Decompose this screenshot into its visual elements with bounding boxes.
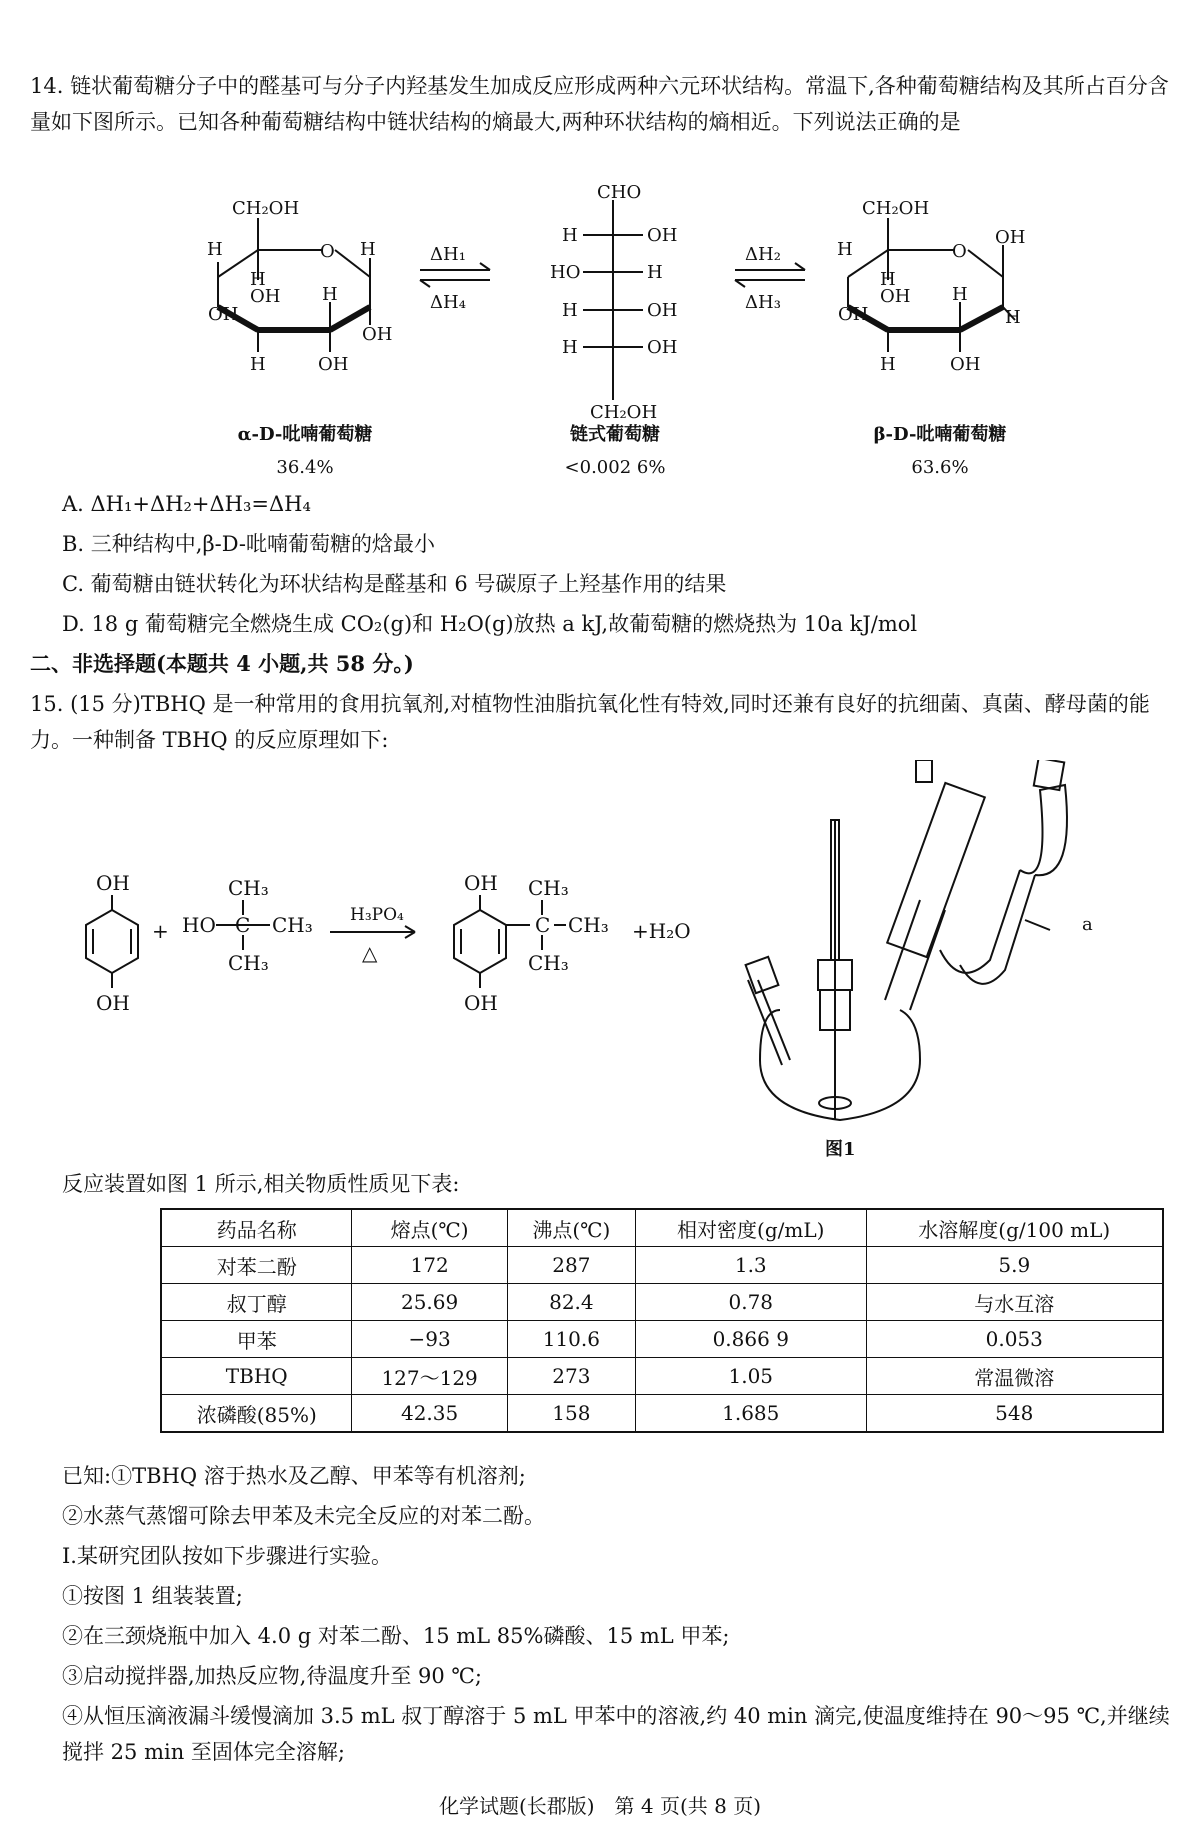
table-row [161, 1395, 1163, 1433]
beta-oh3: OH [838, 304, 869, 325]
alpha-h1: H [207, 239, 223, 260]
alpha-oh2: OH [208, 304, 239, 325]
step-3: ③启动搅拌器,加热反应物,待温度升至 90 ℃; [62, 1664, 482, 1688]
alpha-glucose-name: α-D-吡喃葡萄糖 [237, 424, 373, 445]
q14-option-b: B. 三种结构中,β-D-吡喃葡萄糖的焓最小 [62, 532, 436, 556]
heat-label: △ [362, 941, 378, 965]
chain-r1r: OH [647, 225, 678, 246]
table-row [161, 1321, 1163, 1358]
alpha-oh1: OH [250, 286, 281, 307]
cell: 1.3 [635, 1247, 866, 1284]
p-oh-top: OH [464, 871, 498, 895]
p-ch3-bottom: CH₃ [528, 951, 569, 975]
cell: 273 [507, 1358, 635, 1395]
beta-h4: H [1005, 307, 1021, 328]
q14-option-c: C. 葡萄糖由链状转化为环状结构是醛基和 6 号碳原子上羟基作用的结果 [62, 572, 727, 596]
r2-ho: HO [182, 913, 216, 937]
cell: 甲苯 [161, 1321, 352, 1358]
q14-option-d: D. 18 g 葡萄糖完全燃烧生成 CO₂(g)和 H₂O(g)放热 a kJ,故葡萄糖的燃烧热为 10a kJ/mol [62, 612, 918, 636]
section-2-heading: 二、非选择题(本题共 4 小题,共 58 分。) [30, 651, 414, 676]
water-product: +H₂O [632, 919, 691, 943]
beta-h2: H [880, 269, 896, 290]
p-c: C [535, 913, 551, 937]
cell: 1.685 [635, 1395, 866, 1433]
th-mp: 熔点(℃) [352, 1209, 507, 1247]
chain-r4r: OH [647, 337, 678, 358]
chain-r1l: H [562, 225, 578, 246]
apparatus-label-a: a [1082, 914, 1093, 935]
th-solubility: 水溶解度(g/100 mL) [866, 1209, 1163, 1247]
beta-h1: H [837, 239, 853, 260]
beta-glucose-name: β-D-吡喃葡萄糖 [873, 424, 1007, 445]
chain-cho: CHO [597, 182, 642, 203]
chain-glucose-name: 链式葡萄糖 [570, 424, 660, 445]
chain-r2r: H [647, 262, 663, 283]
step-4: ④从恒压滴液漏斗缓慢滴加 3.5 mL 叔丁醇溶于 5 mL 甲苯中的溶液,约 40 min 滴完,使温度维持在 90～95 ℃,并继续搅拌 25 min 至固体完全溶解; [62, 1704, 1170, 1764]
cell: 1.05 [635, 1358, 866, 1395]
cell: −93 [352, 1321, 507, 1358]
cell: 25.69 [352, 1284, 507, 1321]
part-1-heading: Ⅰ.某研究团队按如下步骤进行实验。 [62, 1544, 392, 1568]
r2-ch3-right: CH₃ [272, 913, 313, 937]
chain-r4l: H [562, 337, 578, 358]
alpha-oh4: OH [318, 354, 349, 375]
th-bp: 沸点(℃) [507, 1209, 635, 1247]
chain-ch2oh: CH₂OH [590, 402, 658, 423]
chain-r2l: HO [550, 262, 581, 283]
known-2: ②水蒸气蒸馏可除去甲苯及未完全反应的对苯二酚。 [62, 1504, 545, 1528]
q15-stem: 15. (15 分)TBHQ 是一种常用的食用抗氧剂,对植物性油脂抗氧化性有特效,同时还兼有良好的抗细菌、真菌、酵母菌的能力。一种制备 TBHQ 的反应原理如下: [30, 692, 1150, 752]
r2-c: C [235, 913, 251, 937]
beta-oh1: OH [995, 227, 1026, 248]
q14-stem: 14. 链状葡萄糖分子中的醛基可与分子内羟基发生加成反应形成两种六元环状结构。常温下,各种葡萄糖结构及其所占百分含量如下图所示。已知各种葡萄糖结构中链状结构的熵最大,两种环状结构的熵相近。下列说法正确的是 [30, 74, 1169, 134]
p-ch3-top: CH₃ [528, 876, 569, 900]
step-2: ②在三颈烧瓶中加入 4.0 g 对苯二酚、15 mL 85%磷酸、15 mL 甲苯; [62, 1624, 730, 1648]
beta-oh4: OH [950, 354, 981, 375]
cell: 浓磷酸(85%) [161, 1395, 352, 1433]
th-name: 药品名称 [161, 1209, 352, 1247]
cell: 对苯二酚 [161, 1247, 352, 1284]
alpha-h5: H [250, 354, 266, 375]
cell: 127～129 [352, 1358, 507, 1395]
alpha-o: O [320, 241, 335, 262]
table-row [161, 1358, 1163, 1395]
chain-r3r: OH [647, 300, 678, 321]
figure-1-caption: 图1 [825, 1139, 856, 1160]
alpha-glucose-percent: 36.4% [276, 457, 334, 478]
beta-h3: H [952, 284, 968, 305]
plus-sign-1: + [152, 919, 169, 943]
cell: 常温微溶 [866, 1358, 1163, 1395]
beta-oh2: OH [880, 286, 911, 307]
table-row [161, 1247, 1163, 1284]
cell: 0.053 [866, 1321, 1163, 1358]
cell: 548 [866, 1395, 1163, 1433]
cell: 0.78 [635, 1284, 866, 1321]
alpha-h3: H [250, 269, 266, 290]
alpha-h2: H [360, 239, 376, 260]
beta-glucose-percent: 63.6% [911, 457, 969, 478]
cell: 0.866 9 [635, 1321, 866, 1358]
r1-oh-top: OH [96, 871, 130, 895]
arrow-dh4: ΔH₄ [430, 292, 466, 313]
th-density: 相对密度(g/mL) [635, 1209, 866, 1247]
p-oh-bottom: OH [464, 991, 498, 1015]
alpha-oh3: OH [362, 324, 393, 345]
q14-option-a: A. ΔH₁+ΔH₂+ΔH₃=ΔH₄ [62, 492, 311, 516]
chain-r3l: H [562, 300, 578, 321]
r1-oh-bottom: OH [96, 991, 130, 1015]
cell: 42.35 [352, 1395, 507, 1433]
page-footer: 化学试题(长郡版) 第 4 页(共 8 页) [438, 1794, 762, 1818]
apparatus-intro: 反应装置如图 1 所示,相关物质性质见下表: [62, 1172, 460, 1196]
catalyst-label: H₃PO₄ [350, 905, 404, 925]
tbhq-reaction-scheme [0, 870, 720, 1050]
arrow-dh1: ΔH₁ [430, 244, 466, 265]
alpha-ch2oh: CH₂OH [232, 198, 300, 219]
cell: 82.4 [507, 1284, 635, 1321]
alpha-h4: H [322, 284, 338, 305]
cell: 110.6 [507, 1321, 635, 1358]
properties-table [160, 1208, 1164, 1433]
arrow-dh3: ΔH₃ [745, 292, 781, 313]
beta-ch2oh: CH₂OH [862, 198, 930, 219]
arrow-dh2: ΔH₂ [745, 244, 781, 265]
r2-ch3-top: CH₃ [228, 876, 269, 900]
known-1: 已知:①TBHQ 溶于热水及乙醇、甲苯等有机溶剂; [62, 1464, 526, 1488]
cell: TBHQ [161, 1358, 352, 1395]
beta-h5: H [880, 354, 896, 375]
table-row [161, 1284, 1163, 1321]
chain-glucose-percent: <0.002 6% [564, 457, 666, 478]
apparatus-figure-1 [720, 760, 1140, 1160]
cell: 158 [507, 1395, 635, 1433]
cell: 287 [507, 1247, 635, 1284]
beta-o: O [952, 241, 967, 262]
table-header-row [161, 1209, 1163, 1247]
cell: 172 [352, 1247, 507, 1284]
cell: 叔丁醇 [161, 1284, 352, 1321]
r2-ch3-bottom: CH₃ [228, 951, 269, 975]
step-1: ①按图 1 组装装置; [62, 1584, 243, 1608]
cell: 5.9 [866, 1247, 1163, 1284]
cell: 与水互溶 [866, 1284, 1163, 1321]
p-ch3-right: CH₃ [568, 913, 609, 937]
